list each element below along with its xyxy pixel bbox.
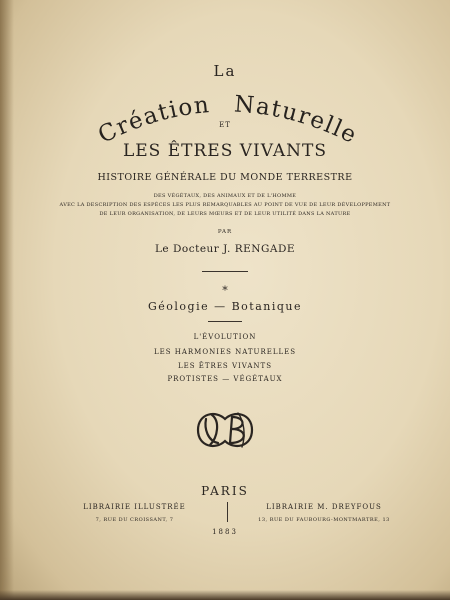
city: PARIS (201, 484, 249, 498)
title-etres-vivants: LES ÊTRES VIVANTS (122, 141, 327, 161)
title-la: La (213, 62, 237, 80)
star-ornament: * (222, 284, 228, 297)
publisher-address: 7, RUE DU CROISSANT, 7 (95, 517, 174, 523)
publication-year: 1883 (212, 528, 238, 536)
publisher-monogram-icon (194, 407, 256, 453)
contents-item: PROTISTES — VÉGÉTAUX (167, 375, 283, 383)
divider (202, 271, 248, 272)
section-title: Géologie — Botanique (147, 300, 303, 313)
contents-item: L'ÉVOLUTION (193, 333, 257, 341)
author: Le Docteur J. RENGADE (154, 243, 296, 255)
description-line: AVEC LA DESCRIPTION DES ESPÈCES LES PLUS REMARQUABLES AU POINT DE VUE DE LEUR DÉVELOPPEMENT (59, 202, 391, 208)
divider (208, 321, 242, 322)
publisher-name: LIBRAIRIE M. DREYFOUS (266, 503, 382, 511)
description-line: DE LEUR ORGANISATION, DE LEURS MŒURS ET DE LEUR UTILITÉ DANS LA NATURE (99, 211, 351, 217)
title-et: ET (219, 121, 231, 129)
publisher-divider (227, 502, 228, 522)
contents-item: LES ÊTRES VIVANTS (177, 362, 272, 370)
publisher-address: 13, RUE DU FAUBOURG-MONTMARTRE, 13 (258, 517, 390, 523)
publisher-name: LIBRAIRIE ILLUSTRÉE (83, 503, 186, 511)
description-line: DES VÉGÉTAUX, DES ANIMAUX ET DE L'HOMME (153, 193, 297, 199)
par-label: PAR (217, 229, 233, 235)
title-creation: Création (94, 91, 212, 149)
contents-item: LES HARMONIES NATURELLES (153, 348, 297, 356)
subtitle: HISTOIRE GÉNÉRALE DU MONDE TERRESTRE (97, 172, 353, 183)
title-naturelle: Naturelle (233, 91, 362, 150)
